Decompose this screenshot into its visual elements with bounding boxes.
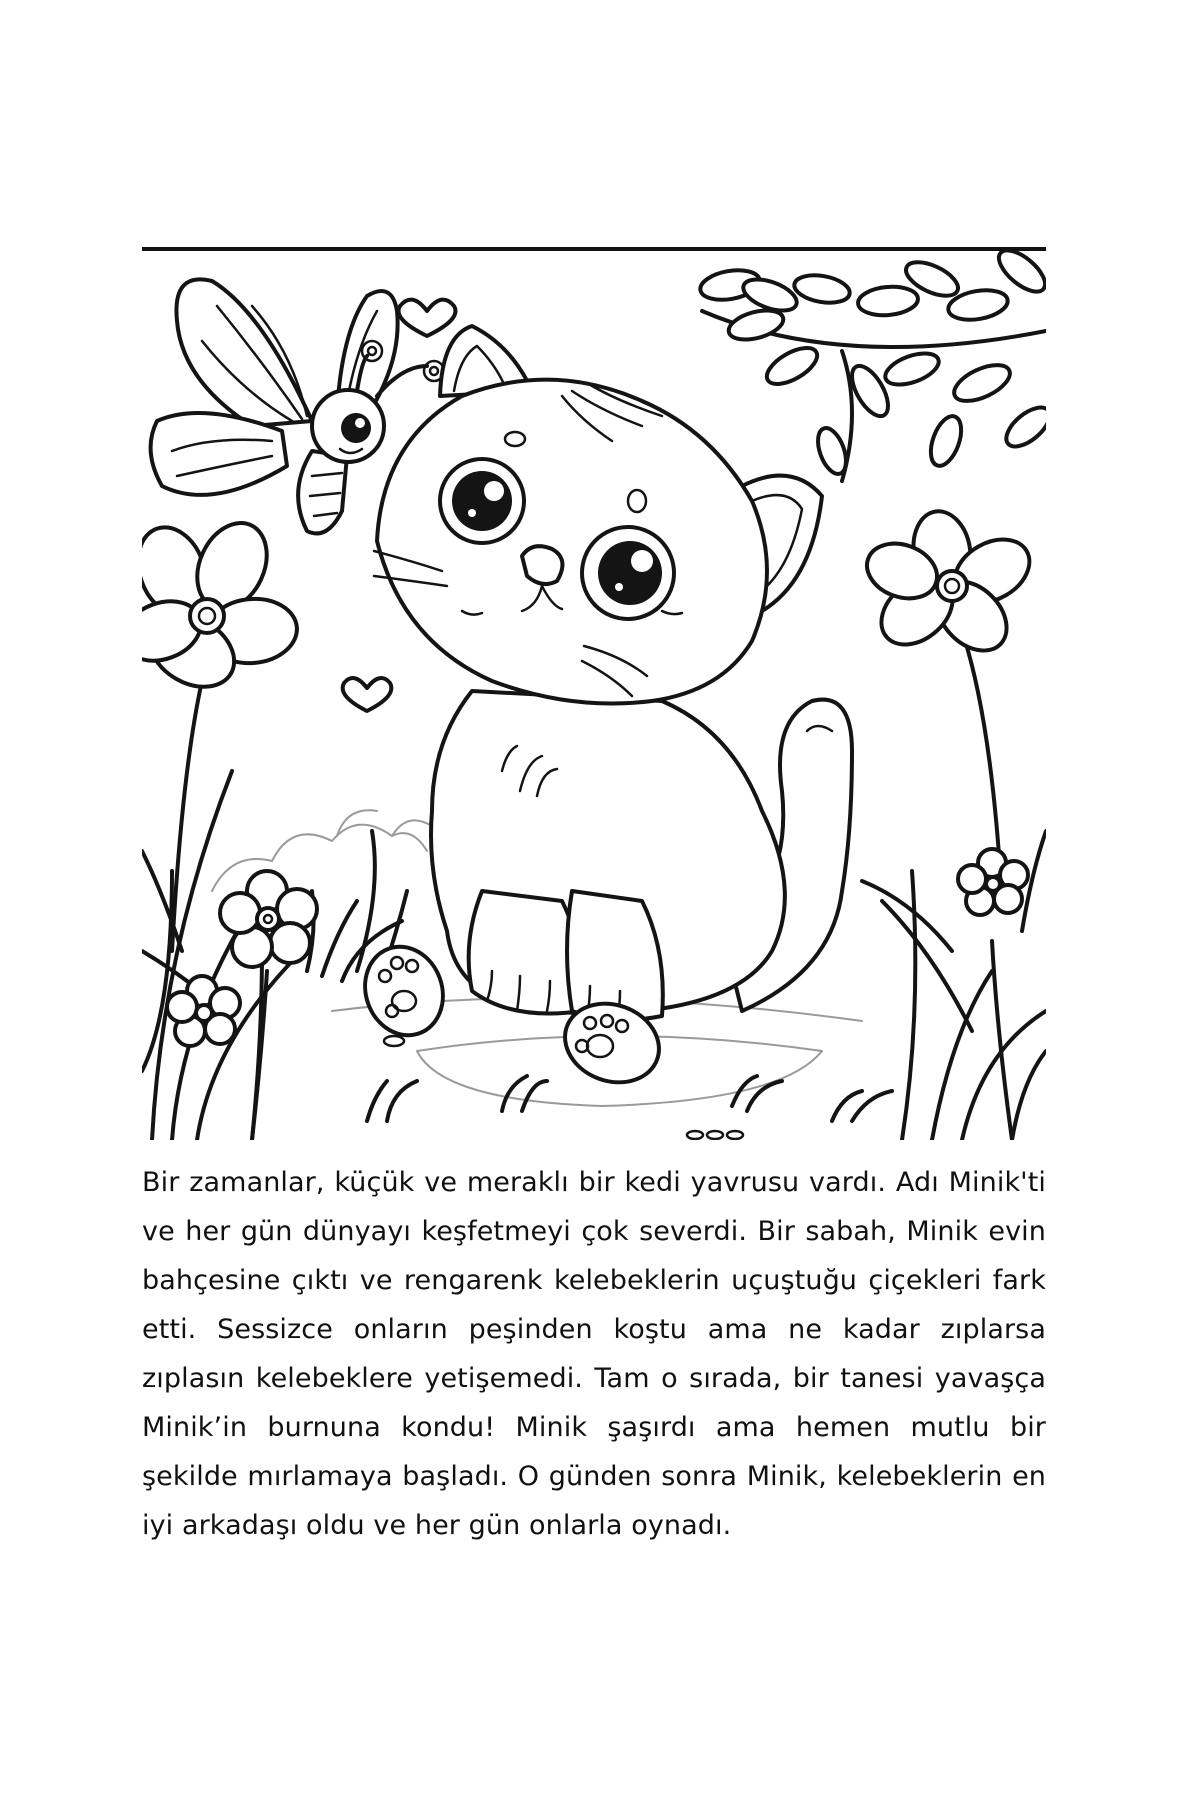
heart-icon	[399, 300, 456, 336]
cat-head	[374, 326, 822, 704]
cat-body	[431, 691, 785, 1021]
illustration-svg	[142, 251, 1046, 1140]
flower-right	[859, 507, 1040, 901]
flower-small-bottom-right	[958, 849, 1028, 1140]
heart-icon	[343, 678, 392, 711]
flower-tiny-bottom-left	[167, 976, 240, 1046]
background-bushes	[212, 810, 432, 891]
cat-paw-left	[353, 936, 455, 1047]
coloring-illustration	[142, 251, 1046, 1140]
story-paragraph: Bir zamanlar, küçük ve meraklı bir kedi yavrusu vardı. Adı Minik'ti ve her gün dünyayı keşfetmeyi çok severdi. Bir sabah, Minik evin bahçesine çıktı ve rengarenk kelebeklerin uçuştuğu çiçekleri fark etti. Sessizce onların peşinden koştu ama ne kadar zıplarsa zıplasın kelebeklere yetişemedi. Tam o sırada, bir tanesi yavaşça Minik’in burnuna kondu! Minik şaşırdı ama hemen mutlu bir şekilde mırlamaya başladı. O günden sonra Minik, kelebeklerin en iyi arkadaşı oldu ve her gün onlarla oynadı.	[142, 1167, 1046, 1541]
leafy-branch	[698, 251, 1046, 481]
